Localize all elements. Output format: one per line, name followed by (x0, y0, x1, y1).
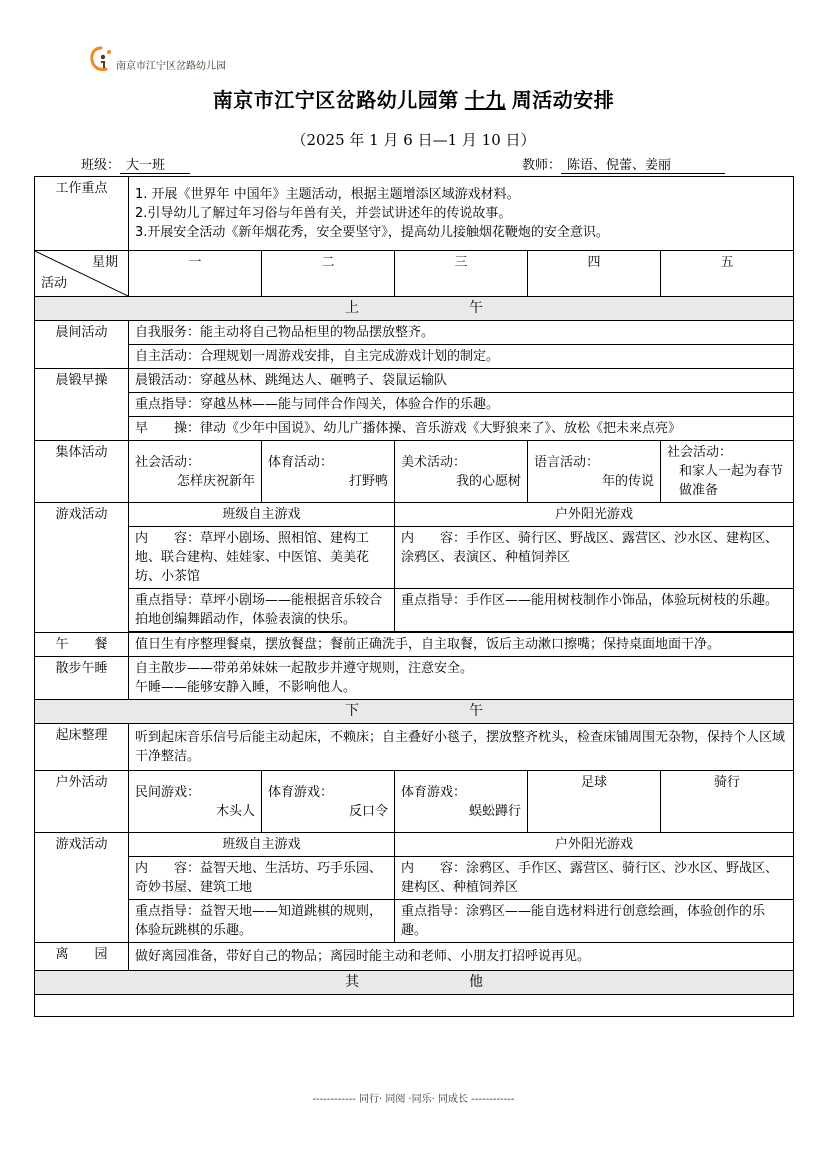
weekday-header-row (35, 251, 794, 297)
wake-text: 听到起床音乐信号后能主动起床，不赖床；自主叠好小毯子，摆放整齐枕头，检查床铺周围无杂物，保持个人区域干净整洁。 (129, 724, 794, 771)
activity-content: 我的心愿树 (455, 473, 521, 489)
outdoor-activity-thu: 足球 (528, 771, 661, 833)
outdoor-activity-tue (262, 771, 395, 833)
activity-content: 木头人 (215, 803, 255, 819)
exercise-row (35, 393, 794, 417)
class-game-focus: 重点指导：益智天地——知道跳棋的规则，体验玩跳棋的乐趣。 (129, 900, 395, 943)
activity-content: 反口令 (348, 803, 388, 819)
work-focus-label: 工作重点 (35, 177, 129, 251)
group-activity-row (35, 441, 794, 503)
leave-row (35, 943, 794, 971)
lunch-text: 值日生有序整理餐桌，摆放餐盘；餐前正确洗手，自主取餐，饭后主动漱口擦嘴；保持桌面地面干净。 (129, 633, 794, 657)
afternoon-games-label: 游戏活动 (35, 833, 129, 943)
exercise-row (35, 369, 794, 393)
outdoor-activity-wed (395, 771, 528, 833)
weekday-fri: 五 (661, 251, 794, 297)
class-game-title: 班级自主游戏 (129, 833, 395, 857)
date-range: （2025 年 1 月 6 日—1 月 10 日） (291, 131, 536, 149)
teacher-label: 教师： (522, 158, 562, 173)
wake-label: 起床整理 (35, 724, 129, 771)
section-char: 下 (345, 703, 360, 719)
activity-title: 体育游戏： (401, 784, 467, 800)
outdoor-game-content: 内 容：手作区、骑行区、野战区、露营区、沙水区、建构区、涂鸦区、表演区、种植饲养区 (395, 527, 794, 589)
morning-games-row (35, 527, 794, 589)
walk-nap-label: 散步午睡 (35, 657, 129, 700)
logo-text: 南京市江宁区岔路幼儿园 (116, 60, 226, 72)
weekday-mon: 一 (129, 251, 262, 297)
leave-text: 做好离园准备，带好自己的物品；离园时能主动和老师、小朋友打招呼说再见。 (129, 943, 794, 971)
teacher-info (522, 154, 725, 174)
arrival-label: 晨间活动 (35, 321, 129, 369)
afternoon-section-row (35, 700, 794, 724)
title-prefix: 南京市江宁区岔路幼儿园第 (212, 88, 459, 112)
morning-games-row (35, 503, 794, 527)
group-activity-wed (395, 441, 528, 503)
class-label: 班级： (81, 158, 121, 173)
wake-row (35, 724, 794, 771)
school-logo (88, 44, 226, 74)
section-char: 上 (345, 300, 360, 316)
arrival-row (35, 345, 794, 369)
diagonal-header-cell (35, 251, 129, 297)
exercise-line: 早 操：律动《少年中国说》、幼儿广播体操、音乐游戏《大野狼来了》、放松《把未来点亮》 (129, 417, 794, 441)
diag-weekday-label: 星期 (91, 255, 118, 270)
weekday-thu: 四 (528, 251, 661, 297)
walk-nap-text (129, 657, 794, 700)
morning-games-row (35, 589, 794, 632)
arrival-row (35, 321, 794, 345)
page-footer: ------------ 同行· 同阅 ·同乐· 同成长 ------------ (312, 1094, 515, 1105)
diag-activity-label: 活动 (41, 276, 68, 291)
afternoon-games-row (35, 833, 794, 857)
weekday-tue: 二 (262, 251, 395, 297)
class-value: 大一班 (120, 154, 190, 174)
activity-content: 年的传说 (601, 473, 654, 489)
exercise-row (35, 417, 794, 441)
activity-title: 体育游戏： (268, 784, 334, 800)
outdoor-activity-row (35, 771, 794, 833)
walk-nap-line: 自主散步——带弟弟妹妹一起散步并遵守规则，注意安全。 (135, 661, 474, 676)
outdoor-activity-label: 户外活动 (35, 771, 129, 833)
work-focus-content (129, 177, 794, 251)
class-game-focus: 重点指导：草坪小剧场——能根据音乐较合拍地创编舞蹈动作，体验表演的快乐。 (129, 589, 395, 632)
exercise-line: 晨锻活动：穿越丛林、跳绳达人、砸鸭子、袋鼠运输队 (129, 369, 794, 393)
exercise-label: 晨锻早操 (35, 369, 129, 441)
walk-nap-row (35, 657, 794, 700)
other-content (35, 995, 794, 1017)
activity-title: 美术活动： (401, 454, 467, 470)
outdoor-game-title: 户外阳光游戏 (395, 503, 794, 527)
activity-title: 语言活动： (534, 454, 600, 470)
activity-title: 体育活动： (268, 454, 334, 470)
group-activity-tue (262, 441, 395, 503)
activity-content: 打野鸭 (348, 473, 388, 489)
schedule-table (34, 176, 794, 1017)
outdoor-activity-mon (129, 771, 262, 833)
work-focus-item: 2.引导幼儿了解过年习俗与年兽有关，并尝试讲述年的传说故事。 (135, 206, 512, 221)
other-row (35, 995, 794, 1017)
work-focus-item: 1. 开展《世界年 中国年》主题活动，根据主题增添区域游戏材料。 (135, 187, 520, 202)
section-char: 他 (469, 974, 484, 990)
outdoor-activity-fri: 骑行 (661, 771, 794, 833)
activity-title: 民间游戏： (135, 784, 201, 800)
title-suffix: 周活动安排 (511, 88, 615, 112)
group-activity-label: 集体活动 (35, 441, 129, 503)
outdoor-game-focus: 重点指导：涂鸦区——能自选材料进行创意绘画，体验创作的乐趣。 (395, 900, 794, 943)
activity-content: 怎样庆祝新年 (176, 473, 255, 489)
work-focus-item: 3.开展安全活动《新年烟花秀，安全要坚守》，提高幼儿接触烟花鞭炮的安全意识。 (135, 225, 609, 240)
section-char: 其 (345, 974, 360, 990)
outdoor-game-content: 内 容：涂鸦区、手作区、露营区、骑行区、沙水区、野战区、建构区、种植饲养区 (395, 857, 794, 900)
section-char: 午 (469, 300, 484, 316)
group-activity-thu (528, 441, 661, 503)
weekday-wed: 三 (395, 251, 528, 297)
morning-games-label: 游戏活动 (35, 503, 129, 633)
work-focus-row (35, 177, 794, 251)
other-section-header (35, 971, 794, 995)
group-activity-fri (661, 441, 794, 503)
activity-title: 社会活动： (135, 454, 201, 470)
exercise-line: 重点指导：穿越丛林——能与同伴合作闯关，体验合作的乐趣。 (129, 393, 794, 417)
afternoon-section-header (35, 700, 794, 724)
class-game-content: 内 容：益智天地、生活坊、巧手乐园、奇妙书屋、建筑工地 (129, 857, 395, 900)
page-title (0, 84, 827, 113)
arrival-line: 自我服务：能主动将自己物品柜里的物品摆放整齐。 (129, 321, 794, 345)
lunch-row (35, 633, 794, 657)
morning-section-row (35, 297, 794, 321)
title-week: 十九 (464, 88, 506, 112)
afternoon-games-row (35, 857, 794, 900)
teacher-value: 陈语、倪蕾、姜丽 (561, 154, 725, 174)
outdoor-game-title: 户外阳光游戏 (395, 833, 794, 857)
school-logo-icon (88, 44, 114, 74)
afternoon-games-row (35, 900, 794, 943)
leave-label: 离 园 (35, 943, 129, 971)
class-game-title: 班级自主游戏 (129, 503, 395, 527)
activity-content: 蜈蚣蹲行 (468, 803, 521, 819)
section-char: 午 (469, 703, 484, 719)
group-activity-mon (129, 441, 262, 503)
arrival-line: 自主活动：合理规划一周游戏安排，自主完成游戏计划的制定。 (129, 345, 794, 369)
activity-title: 社会活动： (667, 445, 733, 460)
activity-content: 和家人一起为春节做准备 (679, 464, 784, 498)
class-game-content: 内 容：草坪小剧场、照相馆、建构工地、联合建构、娃娃家、中医馆、美美花坊、小茶馆 (129, 527, 395, 589)
class-info (81, 154, 190, 174)
walk-nap-line: 午睡——能够安静入睡，不影响他人。 (135, 680, 357, 695)
morning-section-header (35, 297, 794, 321)
outdoor-game-focus: 重点指导：手作区——能用树枝制作小饰品，体验玩树枝的乐趣。 (395, 589, 794, 632)
lunch-label: 午 餐 (35, 633, 129, 657)
other-section-row (35, 971, 794, 995)
